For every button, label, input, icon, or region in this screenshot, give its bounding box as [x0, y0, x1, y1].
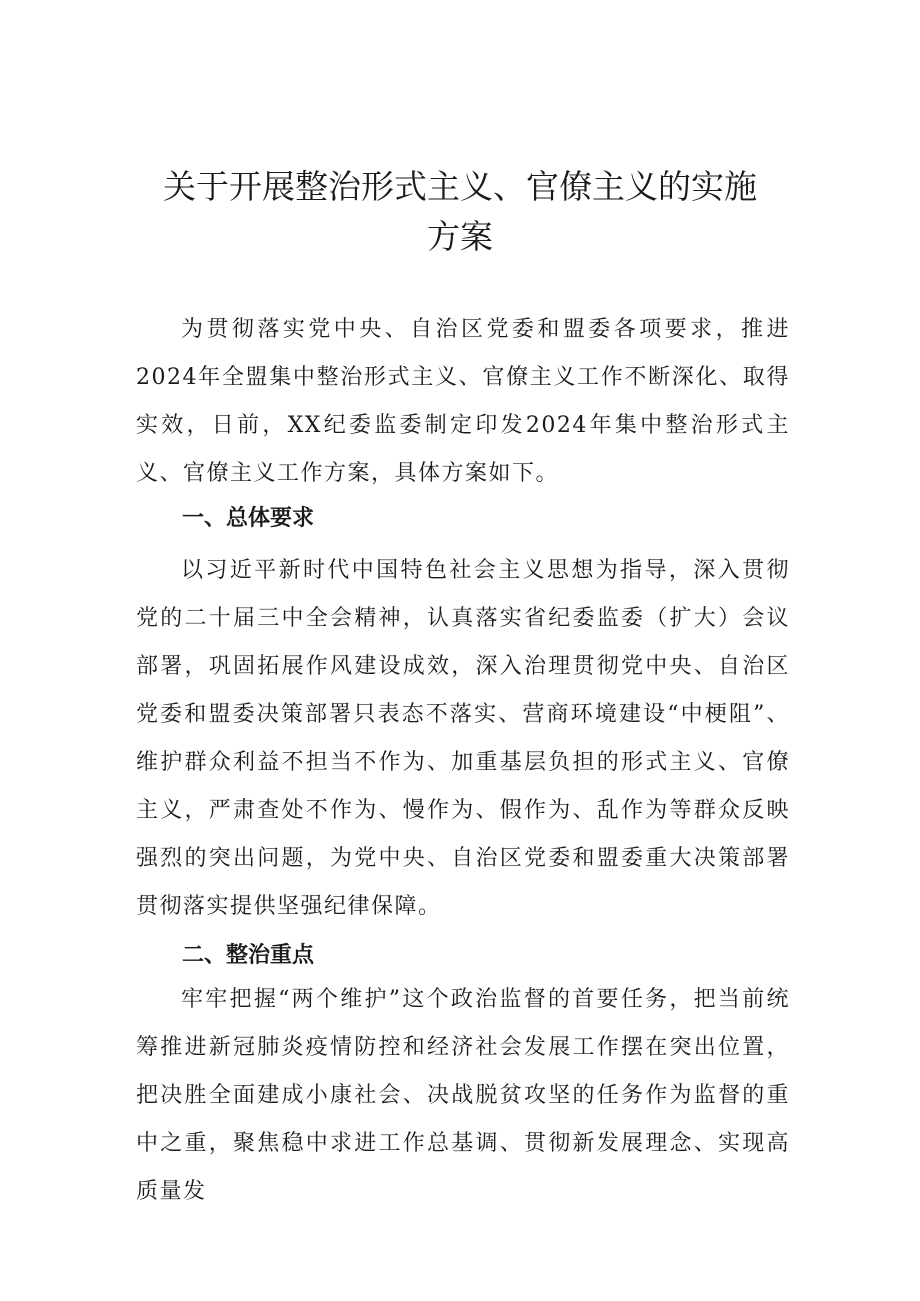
- key-rectification-paragraph: 牢牢把握“两个维护”这个政治监督的首要任务，把当前统筹推进新冠肺炎疫情防控和经济社会发展工作摆在突出位置，把决胜全面建成小康社会、决战脱贫攻坚的任务作为监督的重中之重，聚焦稳中求进工作总基调、贯彻新发展理念、实现高质量发: [136, 987, 790, 1204]
- intro-paragraph: 为贯彻落实党中央、自治区党委和盟委各项要求，推进2024年全盟集中整治形式主义、官僚主义工作不断深化、取得实效，日前，XX纪委监委制定印发2024年集中整治形式主义、官僚主义工作方案，具体方案如下。: [136, 317, 790, 486]
- section-heading-general-requirements: 一、总体要求: [182, 506, 315, 531]
- document-title-line-2: 方案: [427, 217, 493, 256]
- document-title-line-1: 关于开展整治形式主义、官僚主义的实施: [163, 167, 757, 206]
- general-requirements-paragraph: 以习近平新时代中国特色社会主义思想为指导，深入贯彻党的二十届三中全会精神，认真落实省纪委监委（扩大）会议部署，巩固拓展作风建设成效，深入治理贯彻党中央、自治区党委和盟委决策部署只表态不落实、营商环境建设“中梗阻”、维护群众利益不担当不作为、加重基层负担的形式主义、官僚主义，严肃查处不作为、慢作为、假作为、乱作为等群众反映强烈的突出问题，为党中央、自治区党委和盟委重大决策部署贯彻落实提供坚强纪律保障。: [136, 558, 790, 919]
- section-heading-key-rectification: 二、整治重点: [182, 943, 315, 968]
